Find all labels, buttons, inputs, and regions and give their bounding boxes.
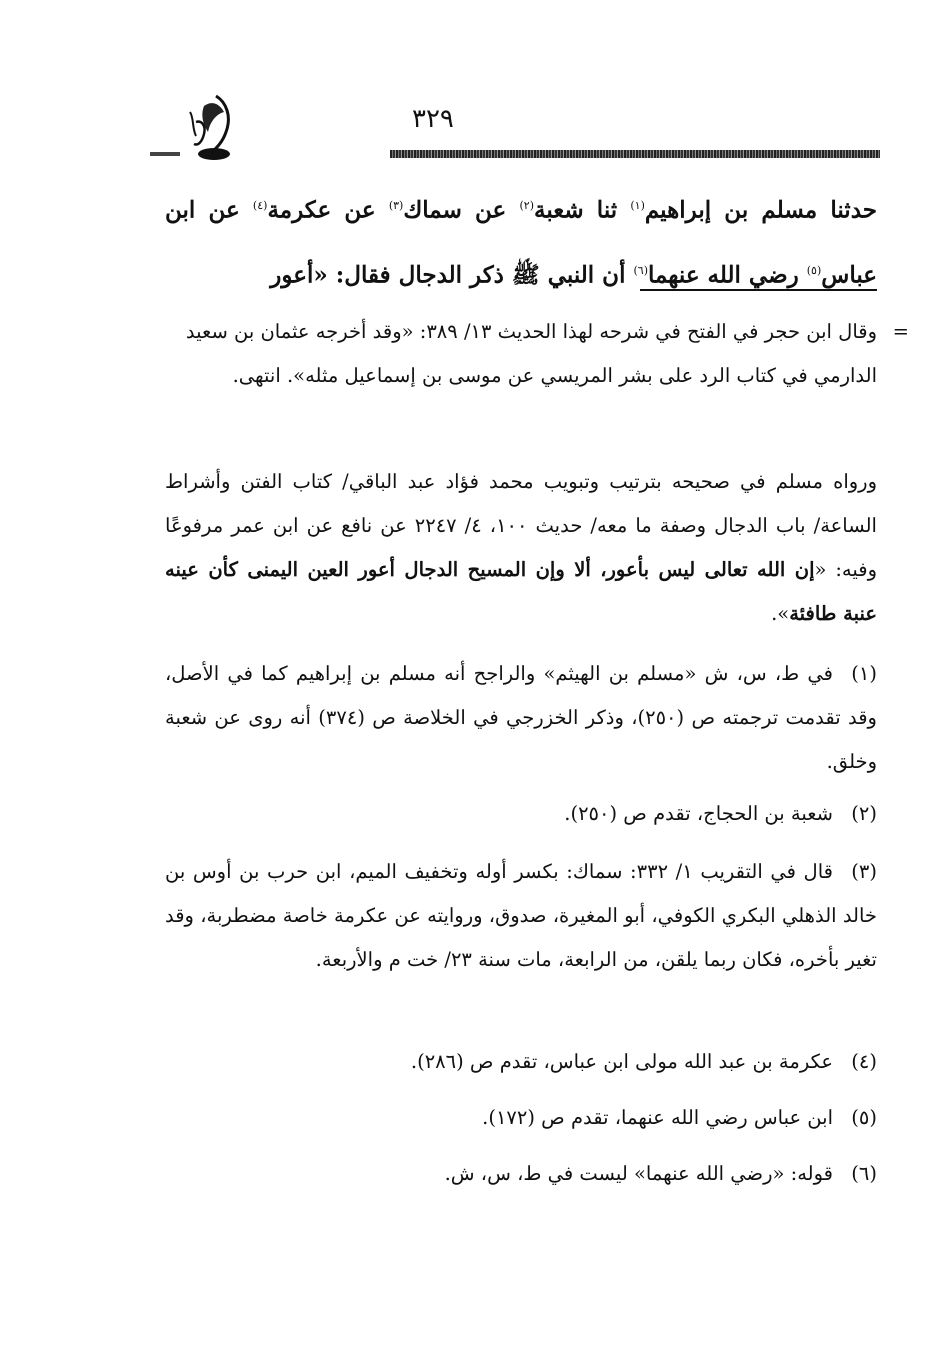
footnote-text: عكرمة بن عبد الله مولى ابن عباس، تقدم ص (٢٨٦). xyxy=(410,1050,833,1073)
main-text-segment: أن النبي ﷺ ذكر الدجال فقال: «أعور xyxy=(270,261,634,289)
main-text-segment: رضي الله عنهما xyxy=(647,261,807,289)
footnote-ref: (١) xyxy=(630,199,645,212)
footnote-ref: (٢) xyxy=(519,199,534,212)
main-text xyxy=(165,176,877,305)
paragraph-bold-quote: إن الله تعالى ليس بأعور، ألا وإن المسيح الدجال أعور العين اليمنى كأن عينه عنبة طافئة xyxy=(165,558,877,625)
footnote-1 xyxy=(165,652,877,784)
main-text-segment: عن عكرمة xyxy=(267,196,389,224)
quill-inkwell-icon xyxy=(186,92,246,162)
footnote-ref: (٤) xyxy=(252,199,268,212)
continued-footnote xyxy=(165,310,909,398)
footnote-ref: (٣) xyxy=(388,199,404,212)
header-rule-left xyxy=(150,152,180,156)
paragraph-end: ». xyxy=(771,602,790,625)
main-text-segment: ثنا شعبة xyxy=(533,196,631,224)
main-text-segment: عن سماك xyxy=(403,196,520,224)
main-text-segment: عن ابن عباس xyxy=(165,196,877,289)
footnote-text: قال في التقريب ١/ ٣٣٢: سماك: بكسر أوله وتخفيف الميم، ابن حرب بن أوس بن خالد الذهلي البكري الكوفي، أبو المغيرة، صدوق، وروايته عن عكرمة خاصة مضطربة، وقد تغير بأخره، فكان ربما يلقن، من الرابعة، مات سنة ٢٣/ خت م والأربعة. xyxy=(165,860,877,971)
footnote-number: (٥) xyxy=(851,1106,877,1129)
footnote-3 xyxy=(165,850,877,982)
footnote-number: (٣) xyxy=(851,860,877,883)
footnote-text: شعبة بن الحجاج، تقدم ص (٢٥٠). xyxy=(564,802,833,825)
continuation-marker: = xyxy=(892,320,909,343)
footnote-number: (٦) xyxy=(851,1162,877,1185)
paragraph-text: ورواه مسلم في صحيحه بترتيب وتبويب محمد فؤاد عبد الباقي/ كتاب الفتن وأشراط الساعة/ باب الدجال وصفة ما معه/ حديث ١٠٠، ٤/ ٢٢٤٧ عن نافع عن ابن عمر مرفوعًا وفيه: « xyxy=(165,470,877,581)
footnote-text: في ط، س، ش «مسلم بن الهيثم» والراجح أنه مسلم بن إبراهيم كما في الأصل، وقد تقدمت ترجمته ص (٢٥٠)، وذكر الخزرجي في الخلاصة ص (٣٧٤) أنه روى عن شعبة وخلق. xyxy=(165,662,877,773)
footnote-text: ابن عباس رضي الله عنهما، تقدم ص (١٧٢). xyxy=(482,1106,833,1129)
footnote-number: (٤) xyxy=(851,1050,877,1073)
footnote-ref: (٥) xyxy=(806,263,822,277)
footnote-6 xyxy=(165,1152,877,1196)
footnote-separator xyxy=(640,289,877,291)
footnote-number: (١) xyxy=(851,662,877,685)
footnote-4 xyxy=(165,1040,877,1084)
muslim-narration-paragraph xyxy=(165,460,877,636)
header-rule xyxy=(390,150,880,158)
page-header xyxy=(150,92,880,172)
continued-footnote-text: وقال ابن حجر في الفتح في شرحه لهذا الحديث ١٣/ ٣٨٩: «وقد أخرجه عثمان بن سعيد الدارمي في كتاب الرد على بشر المريسي عن موسى بن إسماعيل مثله». انتهى. xyxy=(185,320,877,387)
footnote-5 xyxy=(165,1096,877,1140)
footnote-text: قوله: «رضي الله عنهما» ليست في ط، س، ش. xyxy=(444,1162,833,1185)
footnote-number: (٢) xyxy=(851,802,877,825)
page-number: ٣٢٩ xyxy=(412,104,454,134)
main-text-segment: حدثنا مسلم بن إبراهيم xyxy=(644,196,877,224)
footnote-2 xyxy=(165,792,877,836)
footnote-ref: (٦) xyxy=(633,263,648,277)
